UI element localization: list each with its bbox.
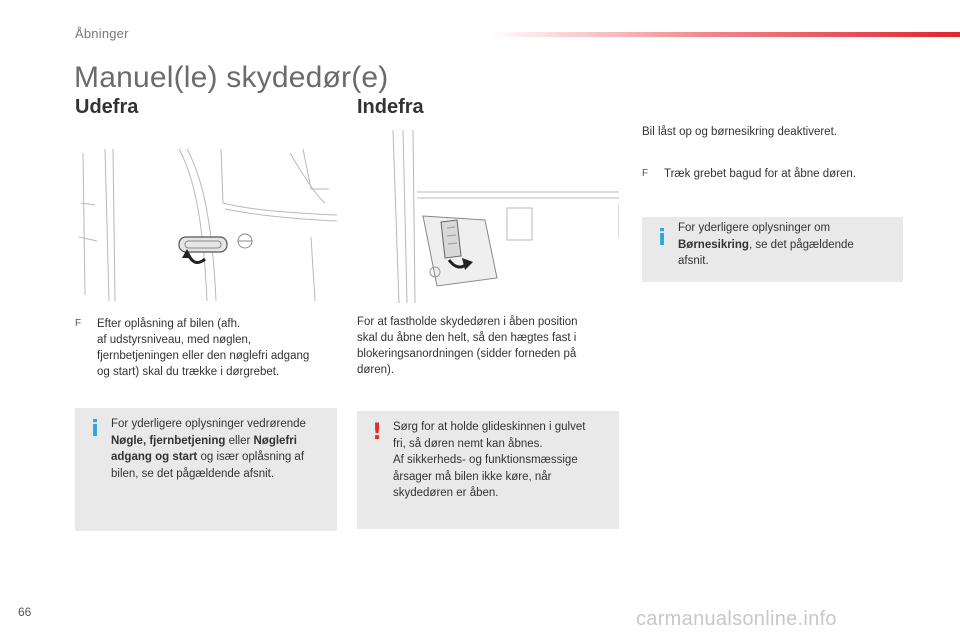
outside-instruction — [75, 316, 340, 380]
outside-info-box — [75, 408, 337, 531]
right-instruction — [642, 166, 904, 182]
inside-warning-text: Sørg for at holde glideskinnen i gulvet fri, så døren nemt kan åbnes. Af sikkerheds- og funktionsmæssige årsager må bilen ikke køre, når skydedøren er åben. — [393, 421, 586, 499]
info-icon: i — [91, 417, 99, 442]
inside-instruction-line: For at fastholde skydedøren i åben position — [357, 316, 578, 328]
page-title: Manuel(le) skydedør(e) — [74, 61, 389, 94]
outside-door-handle-illustration — [75, 145, 337, 303]
right-instruction-text: Træk grebet bagud for at åbne døren. — [664, 168, 856, 180]
inside-warning-box — [357, 411, 619, 529]
heading-inside: Indefra — [357, 96, 424, 118]
heading-outside: Udefra — [75, 96, 139, 118]
page-number: 66 — [18, 605, 32, 619]
right-info-box — [642, 217, 903, 282]
outside-instruction-line: af udstyrsniveau, med nøglen, — [97, 334, 252, 346]
warning-icon: ! — [371, 420, 383, 445]
outside-info-text: For yderligere oplysninger vedrørende Nøgle, fjernbetjening eller Nøglefri adgang og start og især oplåsning af bilen, se det pågældende afsnit. — [111, 418, 306, 480]
inside-instruction-line: skal du åbne den helt, så den hægtes fast i — [357, 332, 577, 344]
right-info-text: For yderligere oplysninger om Børnesikring, se det pågældende afsnit. — [678, 222, 854, 267]
bullet-marker: F — [642, 168, 649, 179]
outside-instruction-line: og start) skal du trække i dørgrebet. — [97, 366, 280, 378]
watermark: carmanualsonline.info — [636, 608, 837, 630]
status-text: Bil låst op og børnesikring deaktiveret. — [642, 126, 837, 138]
section-header: Åbninger — [75, 26, 129, 41]
header-accent-bar — [490, 32, 960, 37]
outside-instruction-line: Efter oplåsning af bilen (afh. — [97, 318, 241, 330]
inside-instruction-line: blokeringsanordningen (sidder forneden på — [357, 348, 577, 360]
inside-instruction — [357, 314, 619, 378]
info-icon: i — [658, 226, 666, 251]
outside-instruction-line: fjernbetjeningen eller den nøglefri adgang — [97, 350, 310, 362]
bullet-marker: F — [75, 318, 82, 329]
inside-instruction-line: døren). — [357, 364, 395, 376]
inside-door-handle-illustration — [357, 128, 619, 303]
